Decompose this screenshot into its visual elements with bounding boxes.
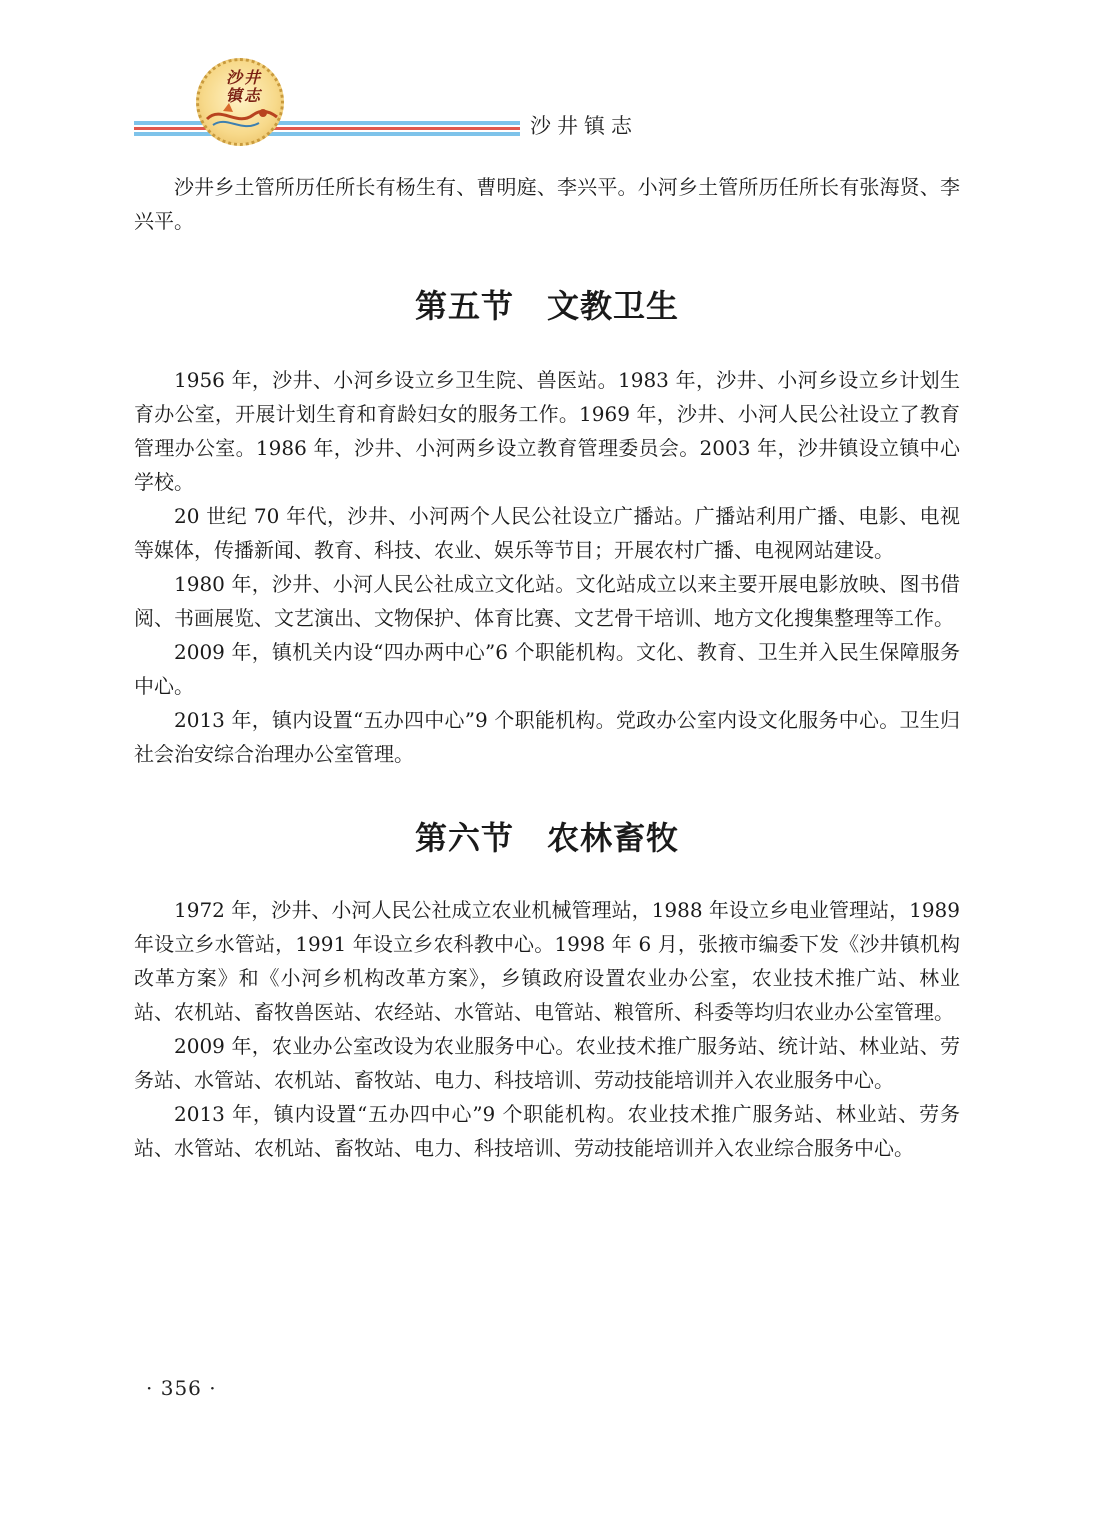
page-body	[134, 170, 960, 1165]
paragraph: 1972 年，沙井、小河人民公社成立农业机械管理站，1988 年设立乡电业管理站，1989 年设立乡水管站，1991 年设立乡农科教中心。1998 年 6 月，张掖市编委下发《沙井镇机构改革方案》和《小河乡机构改革方案》，乡镇政府设置农业办公室，农业技术推广站、林业站、农机站、畜牧兽医站、农经站、水管站、电管站、粮管所、科委等均归农业办公室管理。	[134, 898, 960, 1024]
emblem-text: 沙井镇志	[225, 68, 262, 105]
header-rule-red	[134, 127, 520, 130]
running-title: 沙井镇志	[530, 114, 638, 138]
header-rule-blue	[134, 121, 520, 125]
paragraph: 2009 年，农业办公室改设为农业服务中心。农业技术推广服务站、统计站、林业站、劳务站、水管站、农机站、畜牧站、电力、科技培训、劳动技能培训并入农业服务中心。	[134, 1034, 960, 1092]
paragraph: 2009 年，镇机关内设“四办两中心”6 个职能机构。文化、教育、卫生并入民生保障服务中心。	[134, 640, 960, 698]
phoenix-icon	[203, 97, 281, 137]
section-title-6: 第六节 农林畜牧	[414, 819, 679, 857]
section-6-body	[134, 893, 960, 1165]
paragraph: 20 世纪 70 年代，沙井、小河两个人民公社设立广播站。广播站利用广播、电影、电视等媒体，传播新闻、教育、科技、农业、娱乐等节目；开展农村广播、电视网站建设。	[134, 504, 960, 562]
paragraph: 1980 年，沙井、小河人民公社成立文化站。文化站成立以来主要开展电影放映、图书借阅、书画展览、文艺演出、文物保护、体育比赛、文艺骨干培训、地方文化搜集整理等工作。	[134, 572, 960, 630]
paragraph: 1956 年，沙井、小河乡设立乡卫生院、兽医站。1983 年，沙井、小河乡设立乡计划生育办公室，开展计划生育和育龄妇女的服务工作。1969 年，沙井、小河人民公社设立了教育管理办公室。1986 年，沙井、小河两乡设立教育管理委员会。2003 年，沙井镇设立镇中心学校。	[134, 368, 960, 494]
paragraph: 2013 年，镇内设置“五办四中心”9 个职能机构。农业技术推广服务站、林业站、劳务站、水管站、农机站、畜牧站、电力、科技培训、劳动技能培训并入农业综合服务中心。	[134, 1102, 960, 1160]
intro-paragraph: 沙井乡土管所历任所长有杨生有、曹明庭、李兴平。小河乡土管所历任所长有张海贤、李兴平。	[134, 175, 960, 233]
paragraph: 2013 年，镇内设置“五办四中心”9 个职能机构。党政办公室内设文化服务中心。卫生归社会治安综合治理办公室管理。	[134, 708, 960, 766]
page-number: · 356 ·	[146, 1376, 217, 1400]
page-header	[0, 0, 1093, 150]
section-title-5: 第五节 文教卫生	[414, 287, 679, 325]
town-emblem-logo	[196, 58, 284, 146]
section-5-body	[134, 363, 960, 771]
header-rule-blue-lower	[134, 132, 520, 136]
